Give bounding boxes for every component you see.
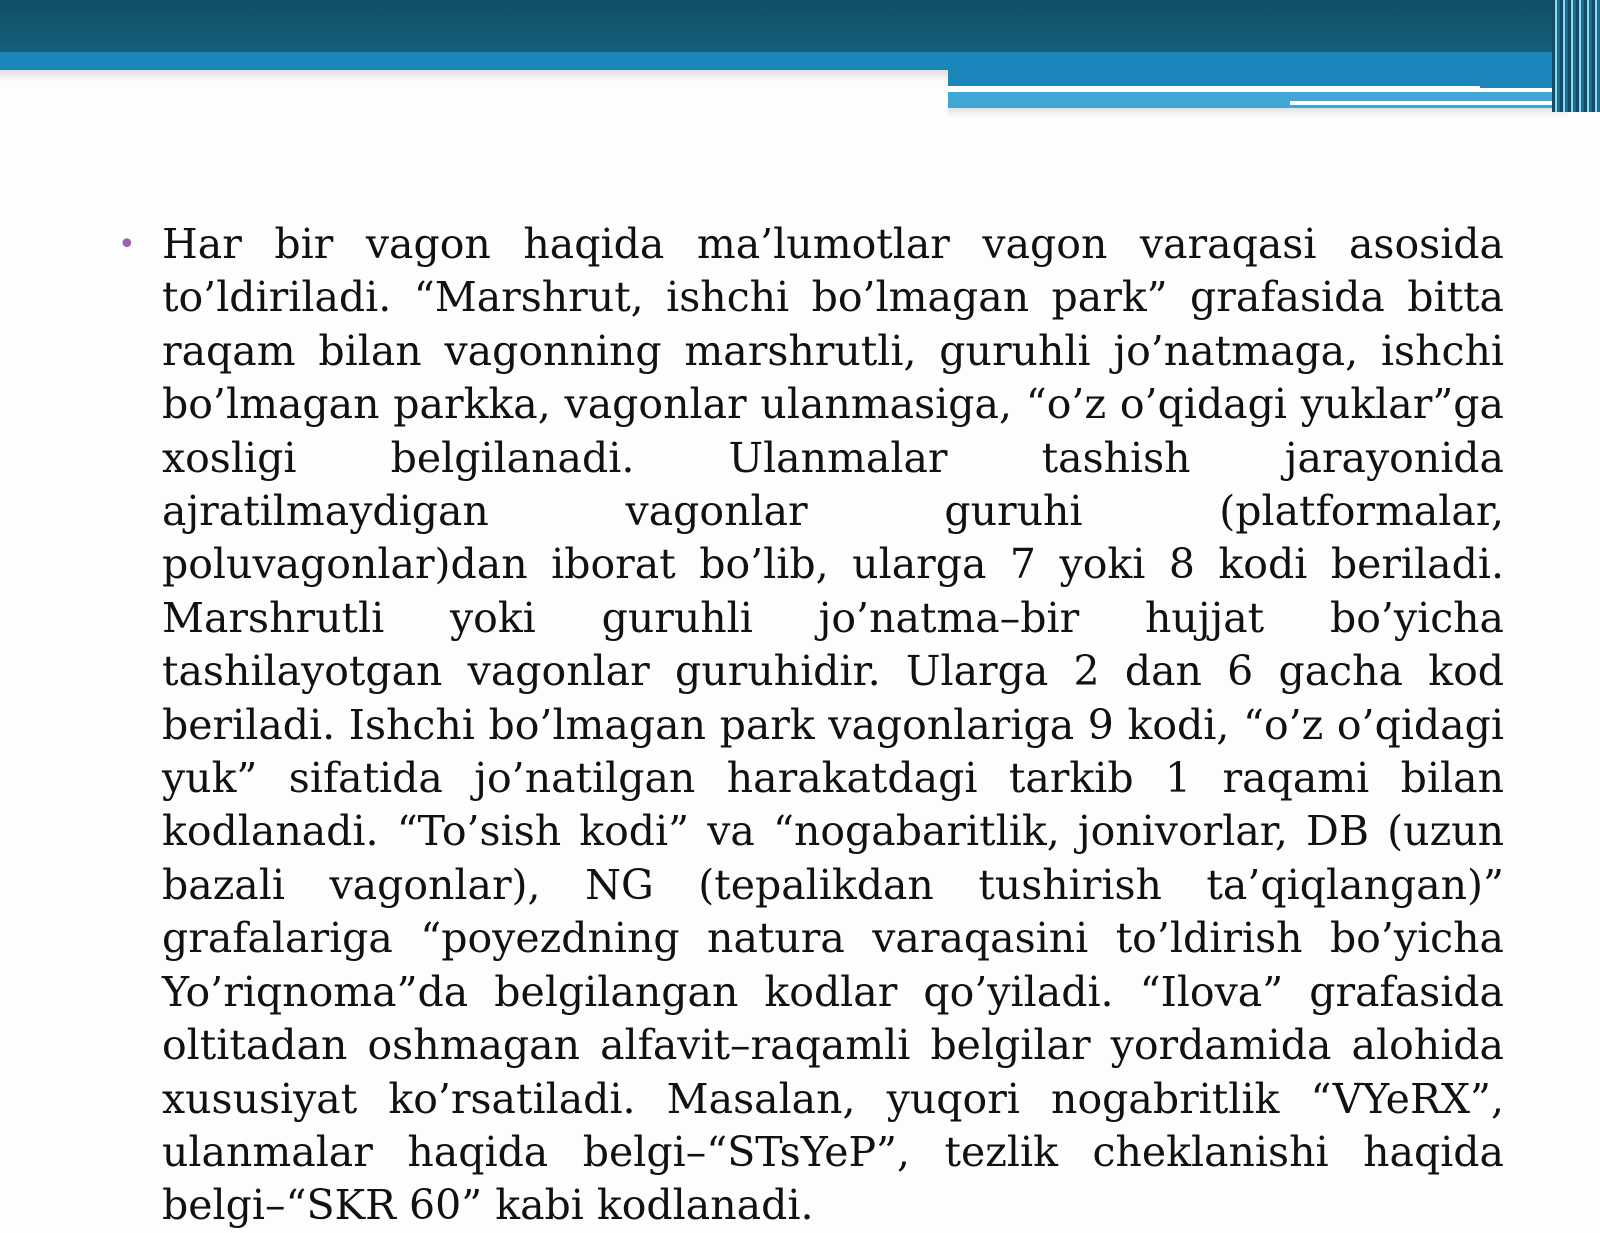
header-white-line [948, 86, 1480, 90]
header-blue-band-right [948, 52, 1568, 88]
header-shadow-left [0, 70, 948, 82]
header-white-line [1290, 101, 1568, 105]
header-blue-band-left [0, 52, 948, 70]
bullet-item [114, 218, 1504, 1233]
bullet-marker: • [118, 227, 136, 262]
slide-body [114, 218, 1504, 1233]
header-dark-band [0, 0, 1600, 56]
header-light-strip [948, 92, 1568, 108]
bullet-text: Har bir vagon haqida ma’lumotlar vagon varaqasi asosida to’ldiriladi. “Marshrut, ishchi bo’lmagan park” grafasida bitta raqam bilan vagonning marshrutli, guruhli jo’natmaga, ishchi bo’lmagan parkka, vagonlar ulanmasiga, “o’z o’qidagi yuklar”ga xosligi belgilanadi. Ulanmalar tashish jarayonida ajratilmaydigan vagonlar guruhi (platformalar, poluvagonlar)dan iborat bo’lib, ularga 7 yoki 8 kodi beriladi. Marshrutli yoki guruhli jo’natma–bir hujjat bo’yicha tashilayotgan vagonlar guruhidir. Ularga 2 dan 6 gacha kod beriladi. Ishchi bo’lmagan park vagonlariga 9 kodi, “o’z o’qidagi yuk” sifatida jo’natilgan harakatdagi tarkib 1 raqami bilan kodlanadi. “To’sish kodi” va “nogabaritlik, jonivorlar, DB (uzun bazali vagonlar), NG (tepalikdan tushirish ta’qiqlangan)” grafalariga “poyezdning natura varaqasini to’ldirish bo’yicha Yo’riqnoma”da belgilangan kodlar qo’yiladi. “Ilova” grafasida oltitadan oshmagan alfavit–raqamli belgilar yordamida alohida xususiyat ko’rsatiladi. Masalan, yuqori nogabritlik “VYeRX”, ulanmalar haqida belgi–“STsYeP”, tezlik cheklanishi haqida belgi–“SKR 60” kabi kodlanadi. [162, 220, 1504, 1230]
header-vertical-lines [1552, 0, 1600, 112]
header-shadow-right [948, 108, 1568, 118]
